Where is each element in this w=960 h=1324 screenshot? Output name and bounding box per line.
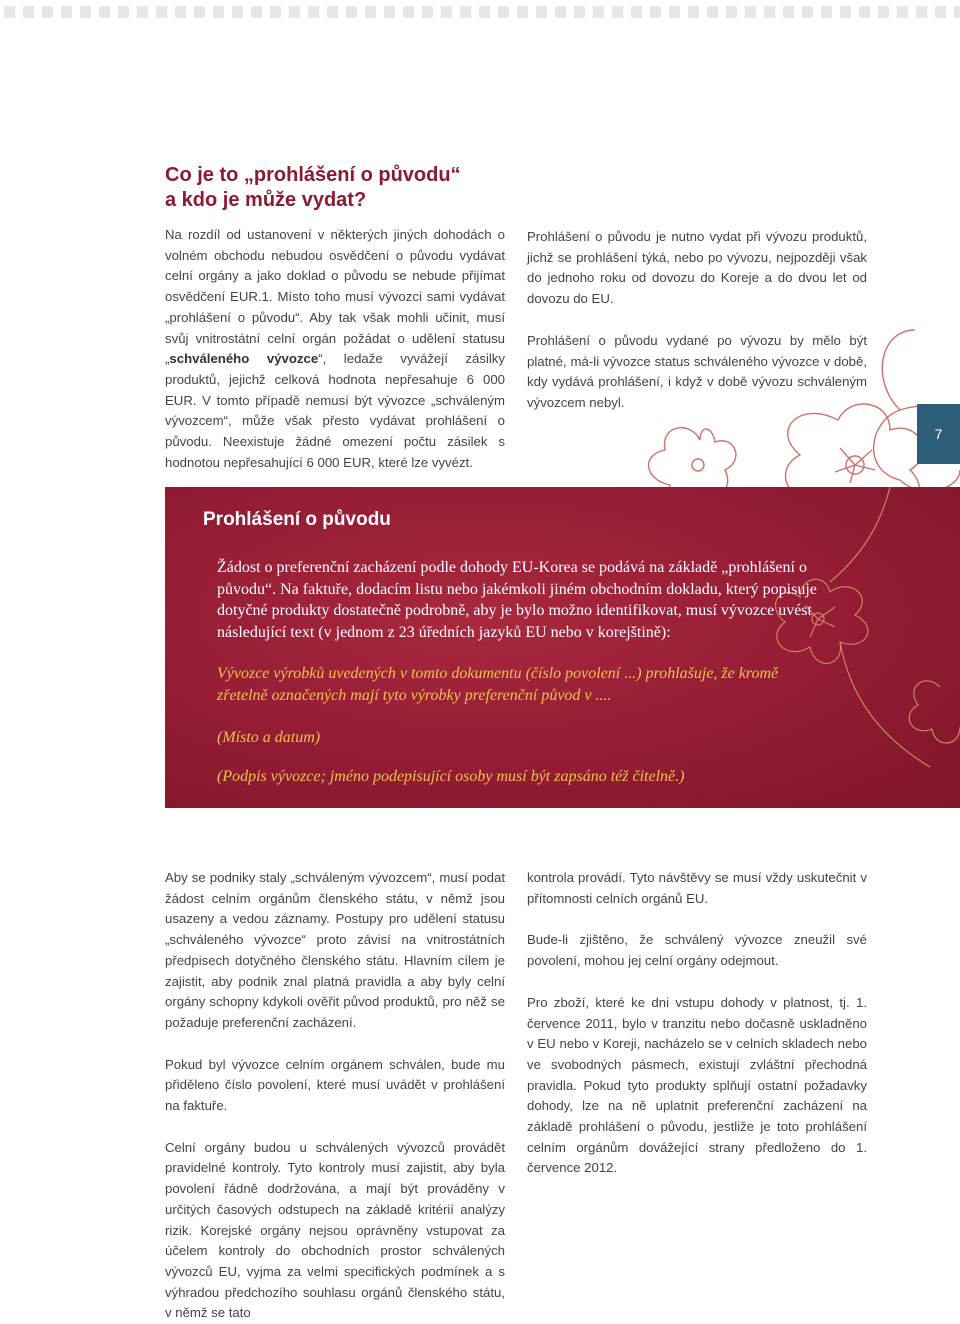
stripe-bar (441, 6, 452, 18)
stripe-bar (935, 6, 946, 18)
stripe-bar (555, 6, 566, 18)
section-title-line-1: Co je to „prohlášení o původu“ (165, 164, 461, 186)
stripe-bar (289, 6, 300, 18)
stripe-bar (859, 6, 870, 18)
stripe-bar (365, 6, 376, 18)
stripe-bar (213, 6, 224, 18)
stripe-bar (840, 6, 851, 18)
top-stripe (0, 0, 960, 24)
box-title: Prohlášení o původu (203, 509, 391, 530)
column-3-text (165, 868, 505, 1324)
stripe-bar (118, 6, 129, 18)
section-title (165, 163, 461, 213)
paragraph: Pokud byl vývozce celním orgánem schválen, bude mu přiděleno číslo povolení, které musí uvádět v prohlášení na faktuře. (165, 1056, 505, 1114)
stripe-bar (536, 6, 547, 18)
stripe-bar (403, 6, 414, 18)
stripe-bar (42, 6, 53, 18)
stripe-bar (517, 6, 528, 18)
paragraph: Celní orgány budou u schválených vývozců provádět pravidelné kontroly. Tyto kontroly musí zajistit, aby byla povolení řádně dodržována, a mají být prováděny v určitých časových odstupech na základě kritérií analýzy rizik. Korejské orgány nejsou oprávněny vstupovat za účelem kontroly do obchodních prostor schválených vývozců EU, vyjma za velmi specifických podmínek a s výhradou předchozího souhlasu orgánů členského státu, v němž se tato (165, 1139, 505, 1321)
stripe-bar (232, 6, 243, 18)
stripe-bar (194, 6, 205, 18)
declaration-box (165, 487, 960, 808)
stripe-bar (422, 6, 433, 18)
paragraph: Aby se podniky staly „schváleným vývozcem“, musí podat žádost celním orgánům členského státu, v němž jsou usazeny a vedou záznamy. Postupy pro udělení statusu „schváleného vývozce“ proto závisí na vnitrostátních předpisech dotyčného členského státu. Hlavním cílem je zajistit, aby podnik znal platná pravidla a aby byly celní orgány schopny kdykoli ověřit původ produktů, pro něž se požaduje preferenční zacházení. (165, 870, 505, 1030)
stripe-bar (783, 6, 794, 18)
stripe-bar (4, 6, 15, 18)
paragraph: Pro zboží, které ke dni vstupu dohody v platnost, tj. 1. července 2011, bylo v tranzitu nebo dočasně uskladněno v EU nebo v Koreji, nacházelo se v celních skladech nebo ve svobodných pásmech, existují zvláštní přechodná pravidla. Pokud tyto produkty splňují ostatní požadavky dohody, lze na ně uplatnit preferenční zacházení na základě prohlášení o původu, jestliže je toto prohlášení celním orgánům dovážející strany předloženo do 1. července 2012. (527, 994, 867, 1176)
stripe-bar (23, 6, 34, 18)
text-run: Na rozdíl od ustanovení v některých jiných dohodách o volném obchodu nebudou osvědčení o původu vydávat celní orgány a jako doklad o původu se nebude přijímat osvědčení EUR.1. Místo toho musí vývozci sami vydávat „prohlášení o původu“. Aby tak však mohli učinit, musí svůj vnitrostátní celní orgán požádat o udělení statusu „ (165, 227, 505, 367)
stripe-bar (137, 6, 148, 18)
stripe-bar (327, 6, 338, 18)
paragraph: Prohlášení o původu je nutno vydat při vývozu produktů, jichž se prohlášení týká, nebo po vývozu, nejpozději však do jednoho roku od dovozu do Koreje a do dvou let od dovozu do EU. (527, 229, 867, 307)
stripe-bar (707, 6, 718, 18)
stripe-bar (251, 6, 262, 18)
column-4-text (527, 868, 867, 1179)
stripe-bar (156, 6, 167, 18)
stripe-bar (80, 6, 91, 18)
paragraph: Bude-li zjištěno, že schválený vývozce zneužil své povolení, mohou jej celní orgány odejmout. (527, 932, 867, 969)
section-title-line-2: a kdo je může vydat? (165, 189, 367, 211)
stripe-bar (726, 6, 737, 18)
stripe-bar (346, 6, 357, 18)
paragraph: Prohlášení o původu vydané po vývozu by mělo být platné, má-li vývozce status schváleného vývozce v době, kdy vydává prohlášení, i když v době vývozu schváleným vývozcem nebyl. (527, 332, 867, 410)
column-1-text (165, 225, 505, 473)
box-intro: Žádost o preferenční zacházení podle dohody EU-Korea se podává na základě „prohlášení o původu“. Na faktuře, dodacím listu nebo jakémkoli jiném obchodním dokladu, který popisuje dotyčné produkty dostatečně podrobně, aby je bylo možno identifikovat, musí vývozce uvést následující text (v jednom z 23 úředních jazyků EU nebo v korejštině): (217, 559, 817, 641)
box-body (217, 557, 817, 787)
stripe-bar (612, 6, 623, 18)
stripe-bar (574, 6, 585, 18)
stripe-bar (631, 6, 642, 18)
stripe-bar (308, 6, 319, 18)
stripe-bar (479, 6, 490, 18)
stripe-bar (954, 6, 960, 18)
stripe-bar (688, 6, 699, 18)
stripe-bar (745, 6, 756, 18)
signature-line: (Podpis vývozce; jméno podepisující osoby musí být zapsáno též čitelně.) (217, 767, 685, 785)
paragraph: kontrola provádí. Tyto návštěvy se musí vždy uskutečnit v přítomnosti celních orgánů EU. (527, 870, 867, 906)
stripe-bar (821, 6, 832, 18)
stripe-bar (802, 6, 813, 18)
stripe-bar (878, 6, 889, 18)
place-and-date: (Místo a datum) (217, 729, 321, 746)
column-2-text (527, 227, 867, 414)
stripe-bar (669, 6, 680, 18)
stripe-bar (99, 6, 110, 18)
stripe-bar (650, 6, 661, 18)
text-run: “, ledaže vyvážejí zásilky produktů, jejichž celková hodnota nepřesahuje 6 000 EUR. V tomto případě nemusí být vývozce „schváleným vývozcem“, může však přesto vydávat prohlášení o původu. Neexistuje žádné omezení počtu zásilek s hodnotou nepřesahující 6 000 EUR, které lze vyvézt. (165, 351, 505, 470)
stripe-bar (593, 6, 604, 18)
stripe-bar (61, 6, 72, 18)
stripe-bar (175, 6, 186, 18)
stripe-bar (916, 6, 927, 18)
paragraph (165, 225, 505, 473)
stripe-bar (764, 6, 775, 18)
bold-term: schváleného vývozce (169, 351, 319, 367)
stripe-bar (270, 6, 281, 18)
declaration-text: Vývozce výrobků uvedených v tomto dokumentu (číslo povolení ...) prohlašuje, že kromě zřetelně označených mají tyto výrobky preferenční původ v .... (217, 665, 779, 704)
stripe-bar (384, 6, 395, 18)
stripe-bar (897, 6, 908, 18)
page-number: 7 (934, 426, 943, 442)
stripe-bar (498, 6, 509, 18)
stripe-bar (460, 6, 471, 18)
page-number-tab (917, 404, 960, 464)
